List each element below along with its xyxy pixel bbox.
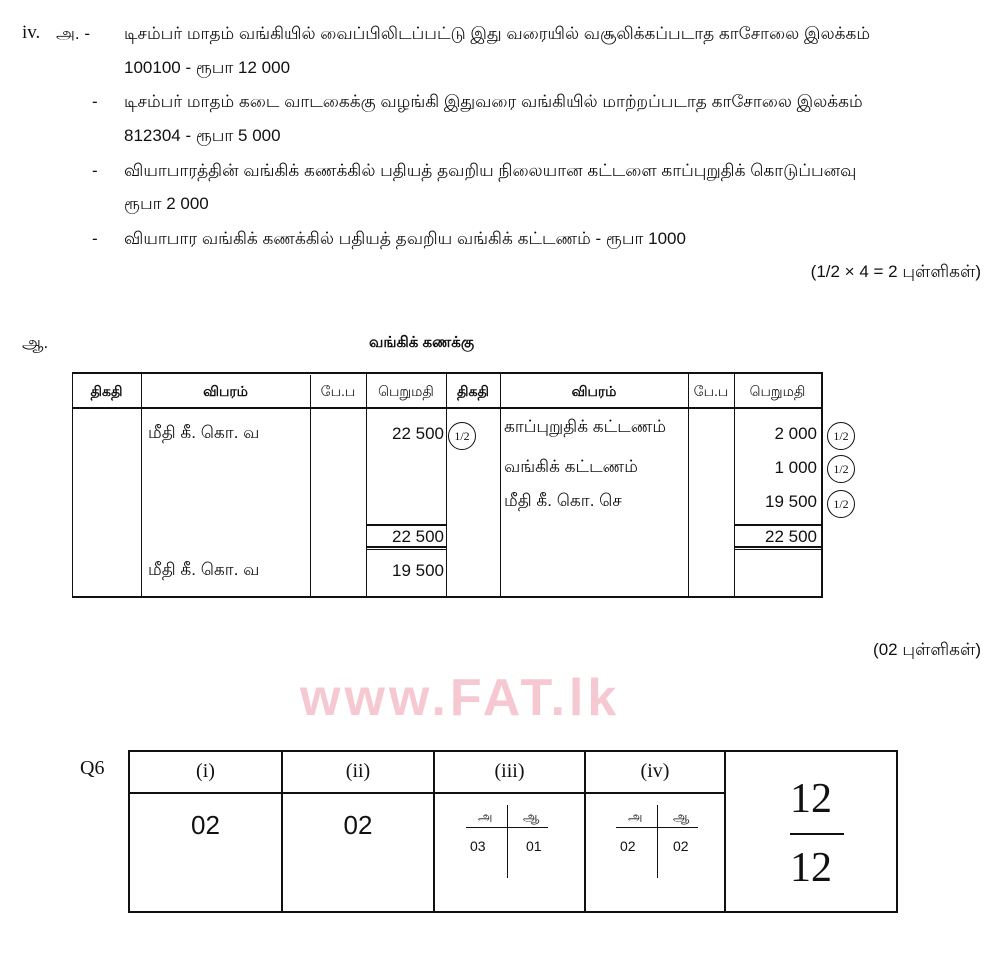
item-2-dash: - [92, 92, 98, 111]
section-label: iv. [22, 22, 41, 43]
marks-iv: (1/2 × 4 = 2 புள்ளிகள்) [810, 262, 981, 281]
item-1-line2: 100100 - ரூபா 12 000 [124, 58, 291, 77]
mark-circle: 1/2 [827, 422, 855, 450]
header-particulars: விபரம் [203, 383, 248, 399]
section-aa-label: ஆ. [22, 333, 49, 352]
header-amount-cr: பெறுமதி [749, 383, 806, 399]
sub-label: அ. - [56, 24, 90, 43]
credit-amount: 1 000 [774, 458, 817, 477]
item-4-dash: - [92, 229, 98, 248]
q6-iv-h1: அ [628, 809, 643, 824]
credit-desc: வங்கிக் கட்டணம் [504, 457, 638, 476]
debit-amount: 22 500 [392, 424, 444, 443]
q6-iii-v2: 01 [526, 838, 542, 854]
item-3-line1: வியாபாரத்தின் வங்கிக் கணக்கில் பதியத் தவறிய நிலையான கட்டளை காப்புறுதிக் கொடுப்பனவு [124, 161, 857, 180]
header-particulars-cr: விபரம் [571, 383, 617, 399]
debit-desc: மீதி கீ. கொ. வ [148, 423, 260, 442]
debit-total: 22 500 [392, 527, 444, 546]
q6-header-iii: (iii) [494, 760, 525, 782]
q6-label: Q6 [80, 757, 105, 779]
item-2-line1: டிசம்பர் மாதம் கடை வாடகைக்கு வழங்கி இதுவரை வங்கியில் மாற்றப்படாத காசோலை இலக்கம் [124, 92, 863, 111]
q6-header-ii: (ii) [345, 760, 371, 782]
header-folio: பே.ப [320, 383, 356, 399]
q6-score-i: 02 [191, 810, 220, 840]
q6-header-iv: (iv) [640, 760, 670, 782]
q6-header-i: (i) [196, 760, 215, 782]
mark-circle: 1/2 [827, 490, 855, 518]
total-score-denominator: 12 [790, 845, 832, 891]
credit-desc: காப்புறுதிக் கட்டணம் [504, 417, 667, 436]
item-1-line1: டிசம்பர் மாதம் வங்கியில் வைப்பிலிடப்பட்டு இது வரையில் வசூலிக்கப்படாத காசோலை இலக்கம் [124, 24, 871, 43]
account-title: வங்கிக் கணக்கு [369, 334, 475, 351]
mark-circle: 1/2 [448, 422, 476, 450]
debit-balance-amount: 19 500 [392, 561, 444, 580]
q6-iv-h2: ஆ [673, 809, 690, 824]
q6-iii-h2: ஆ [523, 809, 540, 824]
debit-balance-desc: மீதி கீ. கொ. வ [148, 560, 260, 579]
q6-score-ii: 02 [343, 810, 373, 840]
q6-iv-v1: 02 [620, 838, 636, 854]
q6-iv-v2: 02 [673, 838, 689, 854]
header-amount: பெறுமதி [378, 383, 434, 399]
header-date: திகதி [90, 383, 123, 399]
watermark: www.FAT.lk [300, 669, 621, 727]
q6-iii-v1: 03 [470, 838, 486, 854]
credit-desc: மீதி கீ. கொ. செ [504, 491, 622, 510]
item-2-line2: 812304 - ரூபா 5 000 [124, 126, 281, 145]
item-4-line1: வியாபார வங்கிக் கணக்கில் பதியத் தவறிய வங்கிக் கட்டணம் - ரூபா 1000 [124, 229, 686, 248]
q6-iii-h1: அ [478, 809, 493, 824]
credit-amount: 19 500 [765, 492, 817, 511]
marks-aa: (02 புள்ளிகள்) [873, 640, 981, 659]
total-score-numerator: 12 [790, 776, 832, 822]
credit-amount: 2 000 [774, 424, 817, 443]
item-3-line2: ரூபா 2 000 [124, 194, 209, 213]
mark-circle: 1/2 [827, 455, 855, 483]
credit-total: 22 500 [765, 527, 817, 546]
header-folio-cr: பே.ப [693, 383, 729, 399]
item-3-dash: - [92, 161, 98, 180]
header-date-cr: திகதி [457, 383, 489, 399]
